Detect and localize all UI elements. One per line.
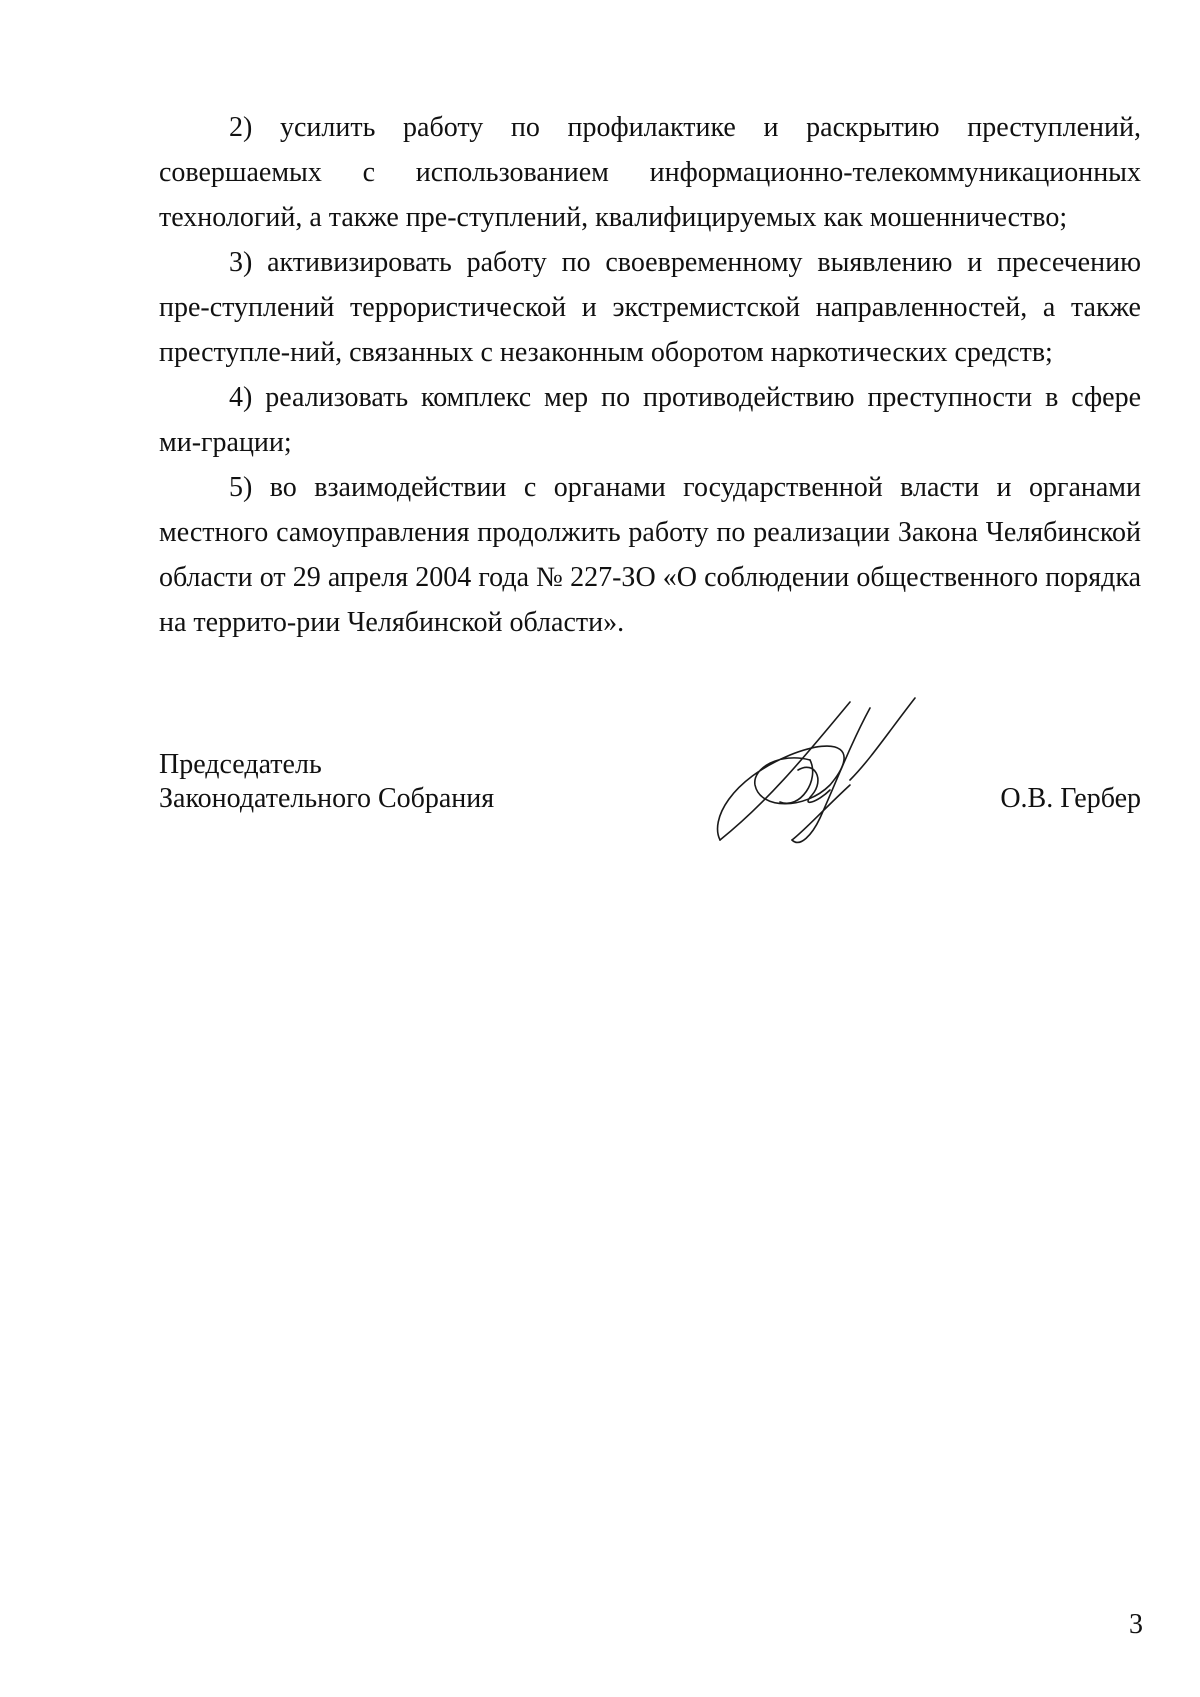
paragraph-item-4: 4) реализовать комплекс мер по противодействию преступности в сфере ми-грации; (159, 382, 1141, 458)
signatory-title-line2: Законодательного Собрания (159, 783, 495, 814)
signatory-title (159, 748, 494, 816)
signatory-title-line1: Председатель (159, 749, 322, 780)
paragraph-item-5: 5) во взаимодействии с органами государственной власти и органами местного самоуправления продолжить работу по реализации Закона Челябинской области от 29 апреля 2004 года № 227-ЗО «О соблюдении общественного порядка на террито-рии Челябинской области». (159, 472, 1141, 638)
paragraph-item-2: 2) усилить работу по профилактике и раскрытию преступлений, совершаемых с использованием информационно-телекоммуникационных технологий, а также пре-ступлений, квалифицируемых как мошенничество; (159, 112, 1141, 233)
handwritten-signature (700, 690, 950, 850)
document-body (159, 105, 1141, 645)
paragraph-item-3: 3) активизировать работу по своевременному выявлению и пресечению пре-ступлений террористической и экстремистской направленностей, а также преступле-ний, связанных с незаконным оборотом наркотических средств; (159, 247, 1141, 368)
signatory-name: О.В. Гербер (1000, 783, 1141, 814)
page-number: 3 (1129, 1609, 1143, 1640)
